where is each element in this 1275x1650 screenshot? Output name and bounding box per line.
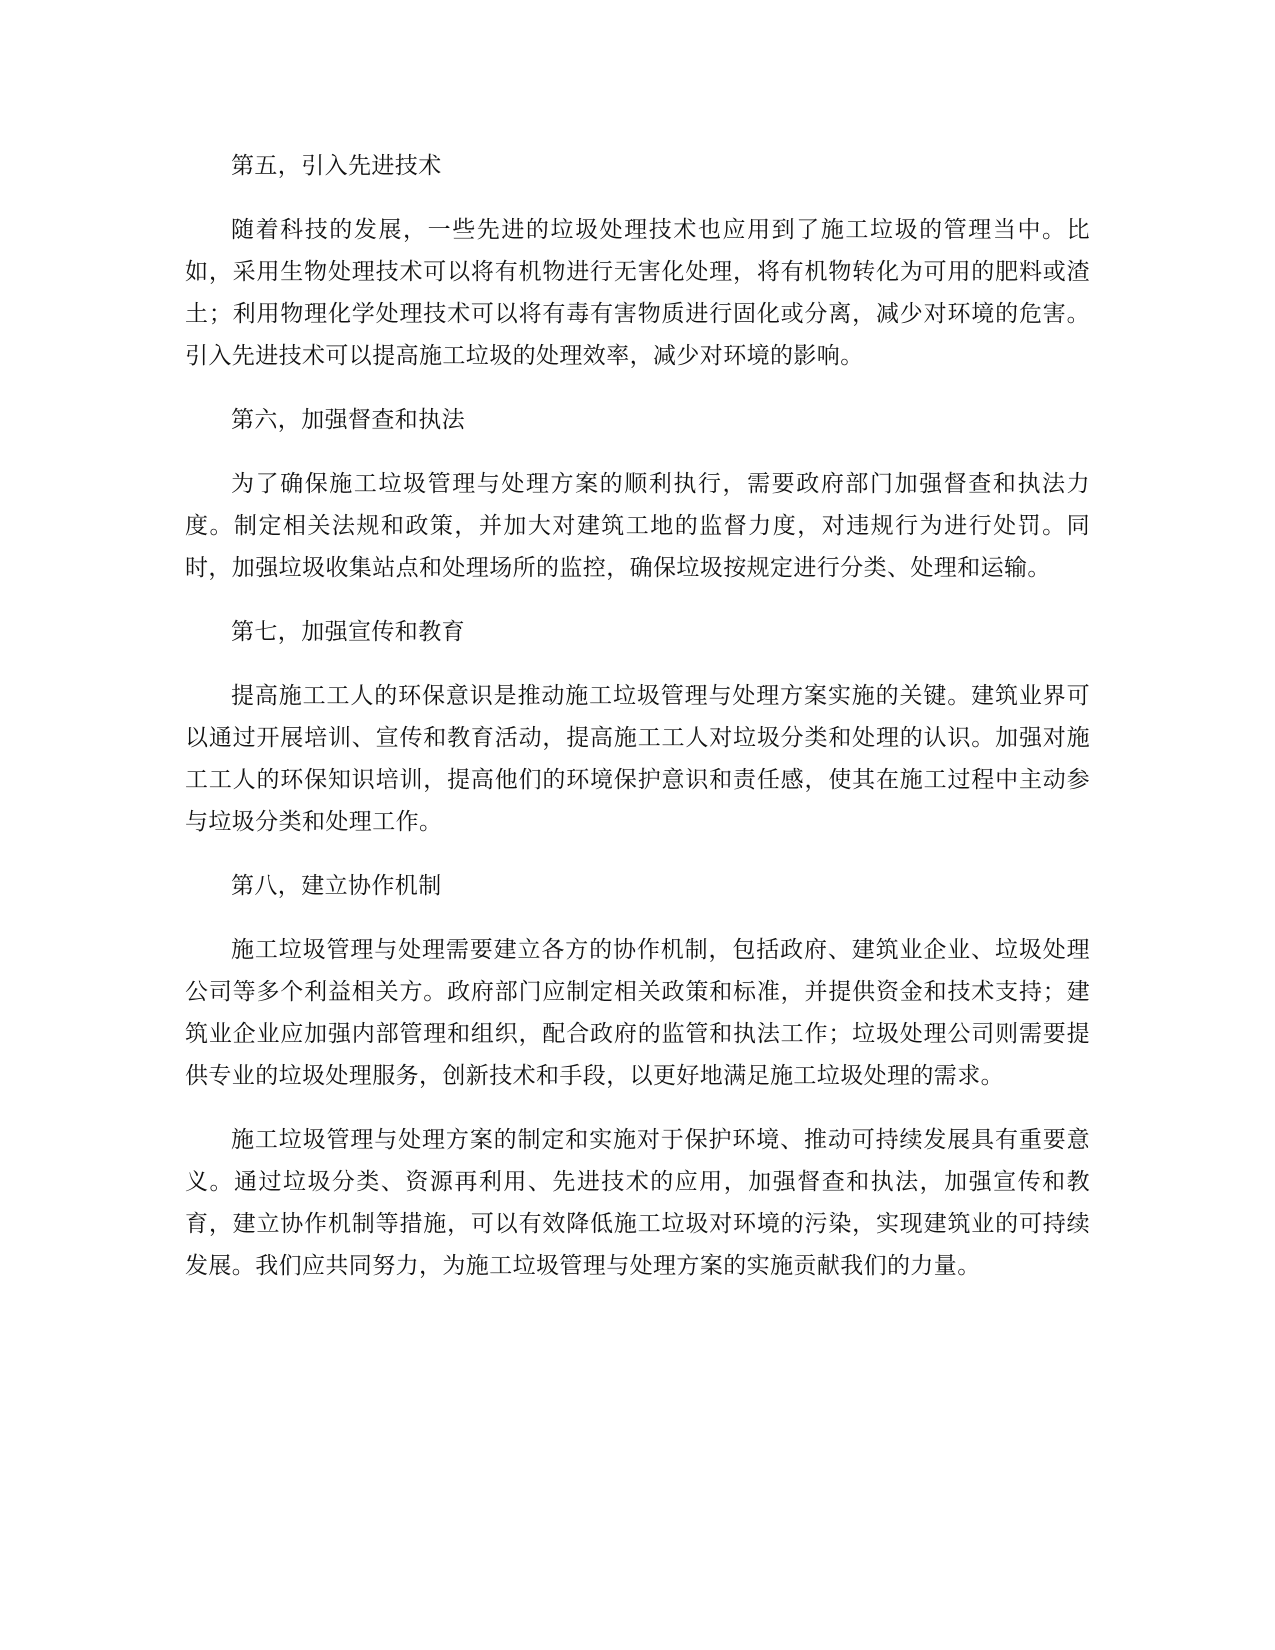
section-heading-5: 第五，引入先进技术 — [231, 153, 442, 179]
section-paragraph-8: 施工垃圾管理与处理需要建立各方的协作机制，包括政府、建筑业企业、垃圾处理公司等多个利益相关方。政府部门应制定相关政策和标准，并提供资金和技术支持；建筑业企业应加强内部管理和组织，配合政府的监管和执法工作；垃圾处理公司则需要提供专业的垃圾处理服务，创新技术和手段，以更好地满足施工垃圾处理的需求。 — [185, 937, 1090, 1089]
document-body — [185, 145, 1090, 1309]
section-paragraph-7: 提高施工工人的环保意识是推动施工垃圾管理与处理方案实施的关键。建筑业界可以通过开展培训、宣传和教育活动，提高施工工人对垃圾分类和处理的认识。加强对施工工人的环保知识培训，提高他们的环境保护意识和责任感，使其在施工过程中主动参与垃圾分类和处理工作。 — [185, 683, 1090, 835]
section-heading-7: 第七，加强宣传和教育 — [231, 619, 465, 645]
section-paragraph-6: 为了确保施工垃圾管理与处理方案的顺利执行，需要政府部门加强督查和执法力度。制定相关法规和政策，并加大对建筑工地的监督力度，对违规行为进行处罚。同时，加强垃圾收集站点和处理场所的监控，确保垃圾按规定进行分类、处理和运输。 — [185, 471, 1090, 581]
section-paragraph-5: 随着科技的发展，一些先进的垃圾处理技术也应用到了施工垃圾的管理当中。比如，采用生物处理技术可以将有机物进行无害化处理，将有机物转化为可用的肥料或渣土；利用物理化学处理技术可以将有毒有害物质进行固化或分离，减少对环境的危害。引入先进技术可以提高施工垃圾的处理效率，减少对环境的影响。 — [185, 217, 1090, 369]
section-heading-8: 第八，建立协作机制 — [231, 873, 442, 899]
section-heading-6: 第六，加强督查和执法 — [231, 407, 465, 433]
conclusion-paragraph: 施工垃圾管理与处理方案的制定和实施对于保护环境、推动可持续发展具有重要意义。通过垃圾分类、资源再利用、先进技术的应用，加强督查和执法，加强宣传和教育，建立协作机制等措施，可以有效降低施工垃圾对环境的污染，实现建筑业的可持续发展。我们应共同努力，为施工垃圾管理与处理方案的实施贡献我们的力量。 — [185, 1127, 1090, 1279]
